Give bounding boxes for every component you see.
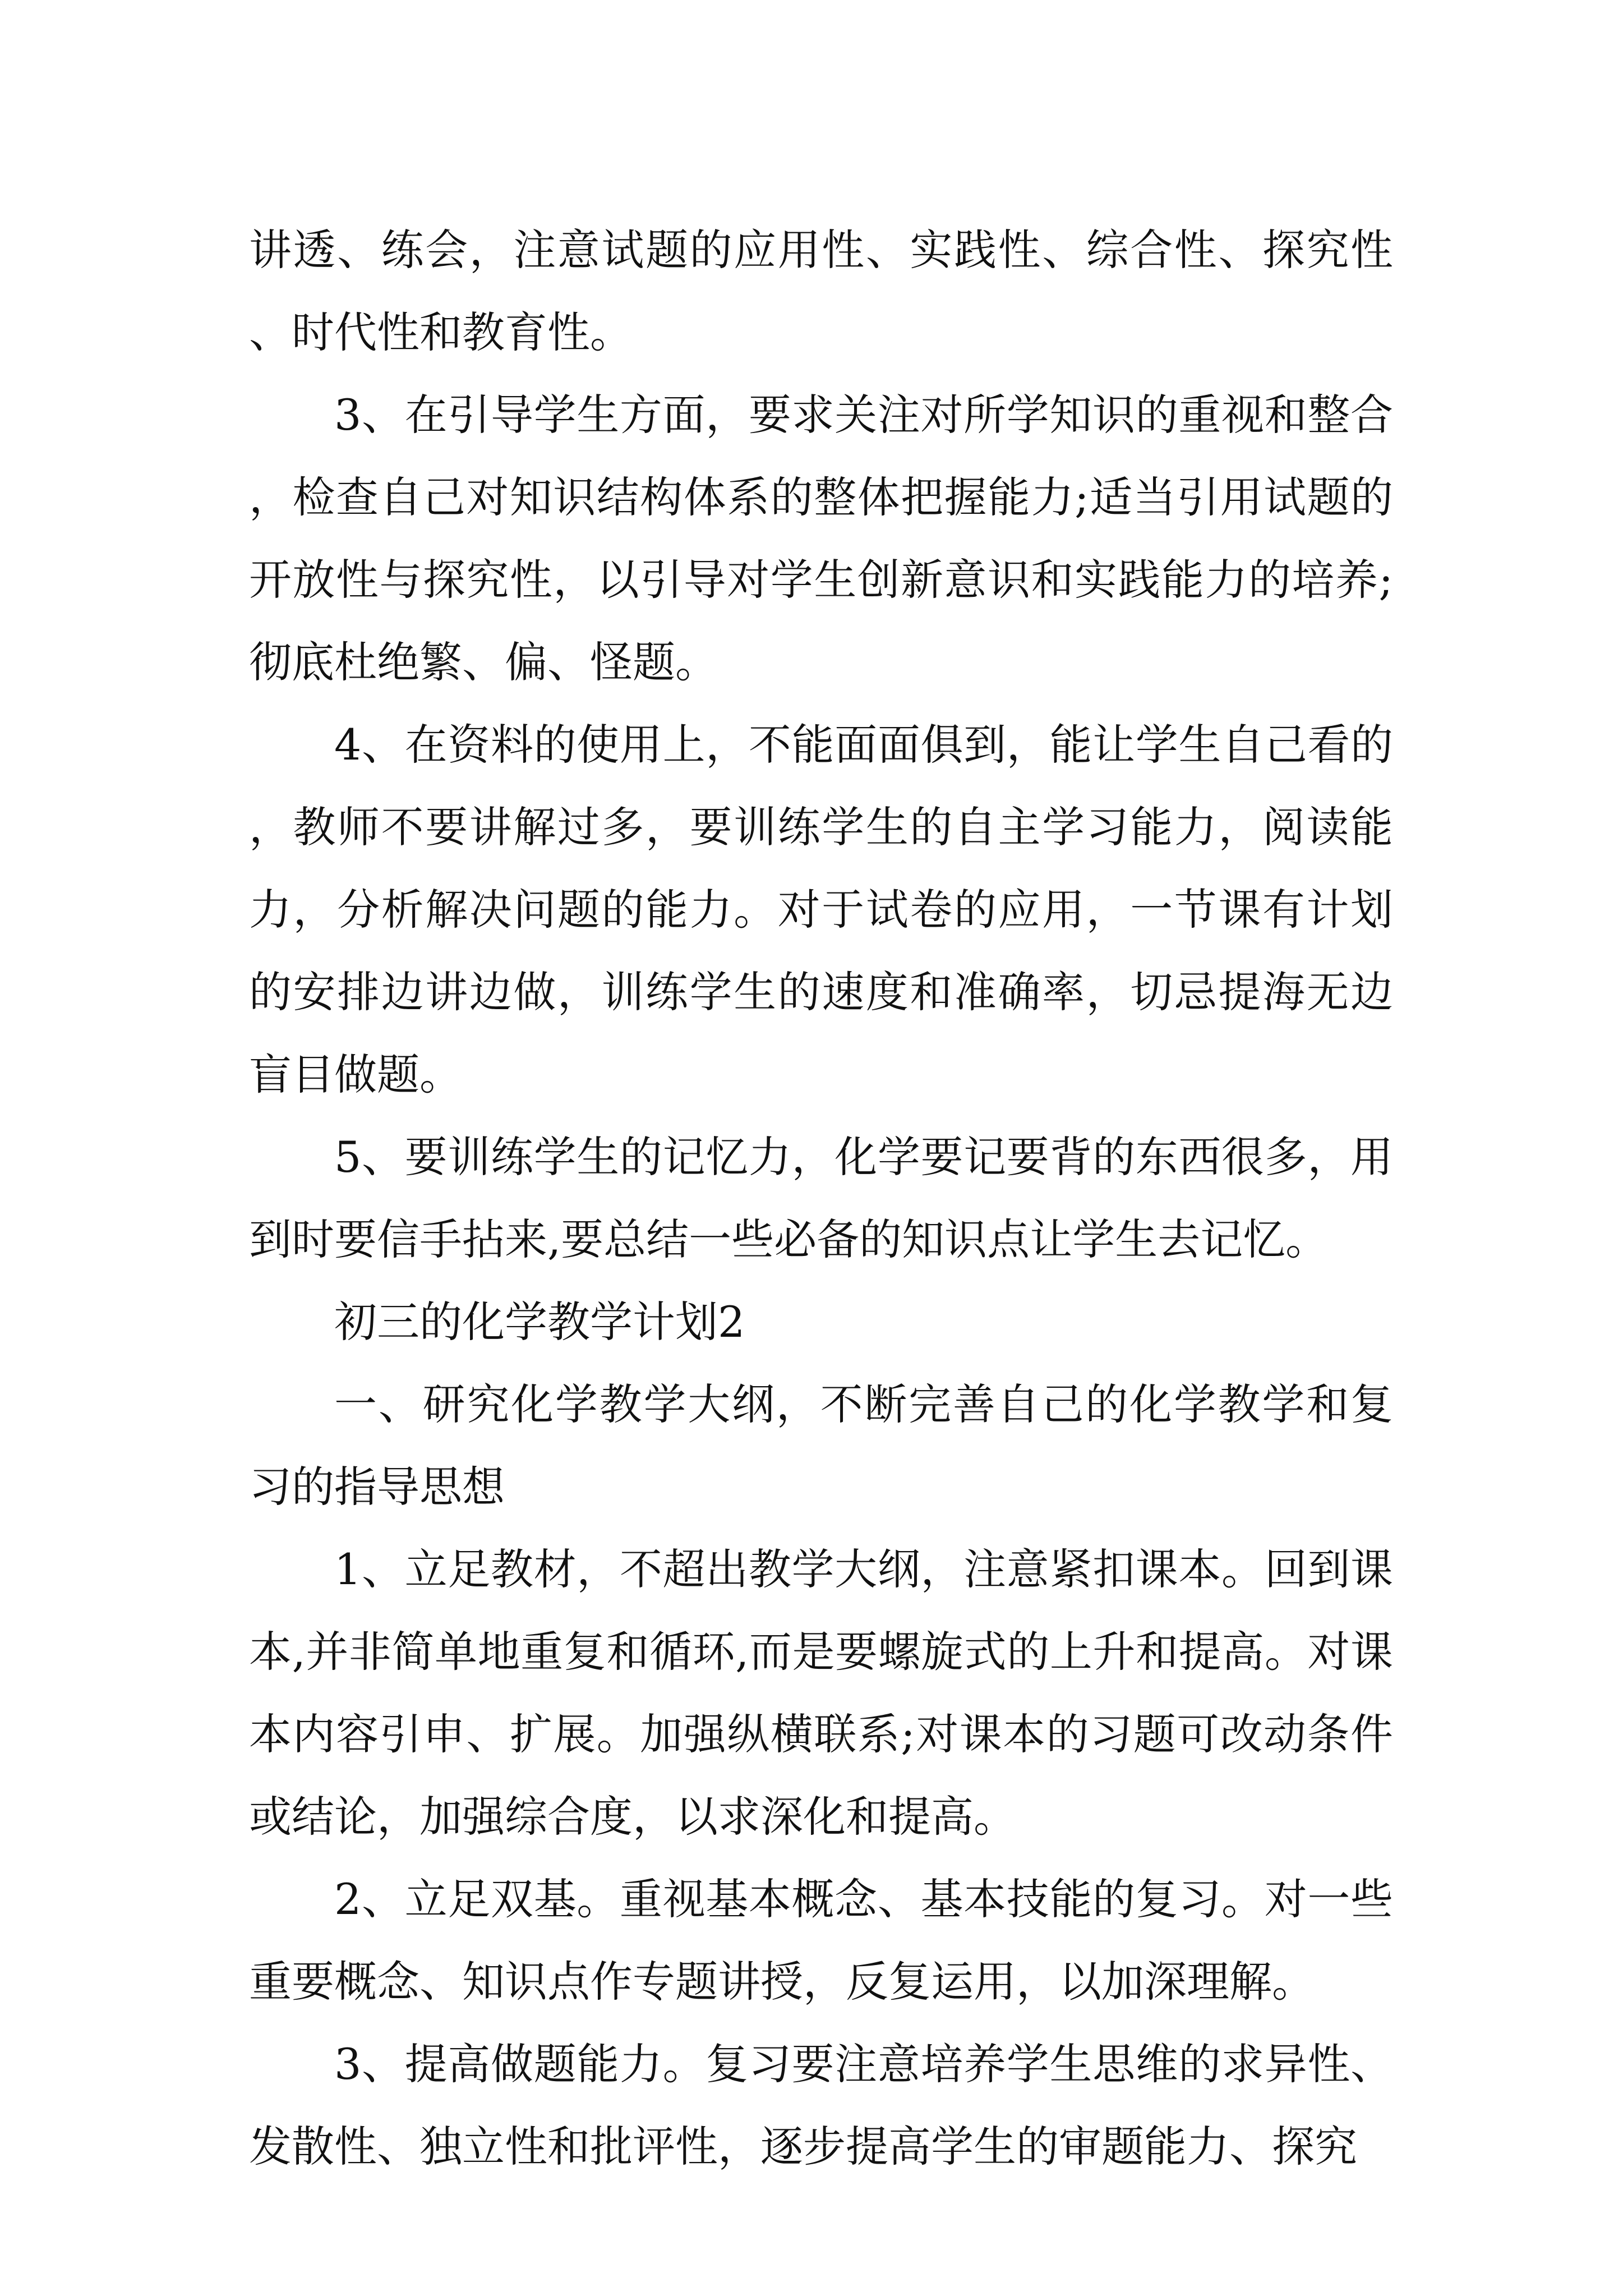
paragraph-item-2: 2、立足双基。重视基本概念、基本技能的复习。对一些重要概念、知识点作专题讲授，反复运用，以加深理解。 xyxy=(249,1874,1393,2007)
paragraph-item-1: 1、立足教材，不超出教学大纲，注意紧扣课本。回到课本,并非简单地重复和循环,而是要螺旋式的上升和提高。对课本内容引申、扩展。加强纵横联系;对课本的习题可改动条件或结论，加强综合度，以求深化和提高。 xyxy=(249,1544,1393,1842)
subsection-heading: 一、研究化学教学大纲，不断完善自己的化学教学和复习的指导思想 xyxy=(249,1379,1393,1512)
body-text xyxy=(249,209,1393,2188)
paragraph-item-4: 4、在资料的使用上，不能面面俱到，能让学生自己看的，教师不要讲解过多，要训练学生的自主学习能力，阅读能力，分析解决问题的能力。对于试卷的应用，一节课有计划的安排边讲边做，训练学生的速度和准确率，切忌提海无边盲目做题。 xyxy=(249,720,1393,1099)
paragraph-continuation: 讲透、练会，注意试题的应用性、实践性、综合性、探究性、时代性和教育性。 xyxy=(249,225,1393,357)
paragraph-item-3: 3、在引导学生方面，要求关注对所学知识的重视和整合，检查自己对知识结构体系的整体把握能力;适当引用试题的开放性与探究性，以引导对学生创新意识和实践能力的培养;彻底杜绝繁、偏、怪题。 xyxy=(249,390,1393,687)
paragraph-item-3b: 3、提高做题能力。复习要注意培养学生思维的求异性、发散性、独立性和批评性，逐步提高学生的审题能力、探究 xyxy=(249,2039,1393,2171)
section-heading: 初三的化学教学计划2 xyxy=(334,1297,745,1347)
paragraph-item-5: 5、要训练学生的记忆力，化学要记要背的东西很多，用到时要信手拈来,要总结一些必备的知识点让学生去记忆。 xyxy=(249,1132,1393,1264)
